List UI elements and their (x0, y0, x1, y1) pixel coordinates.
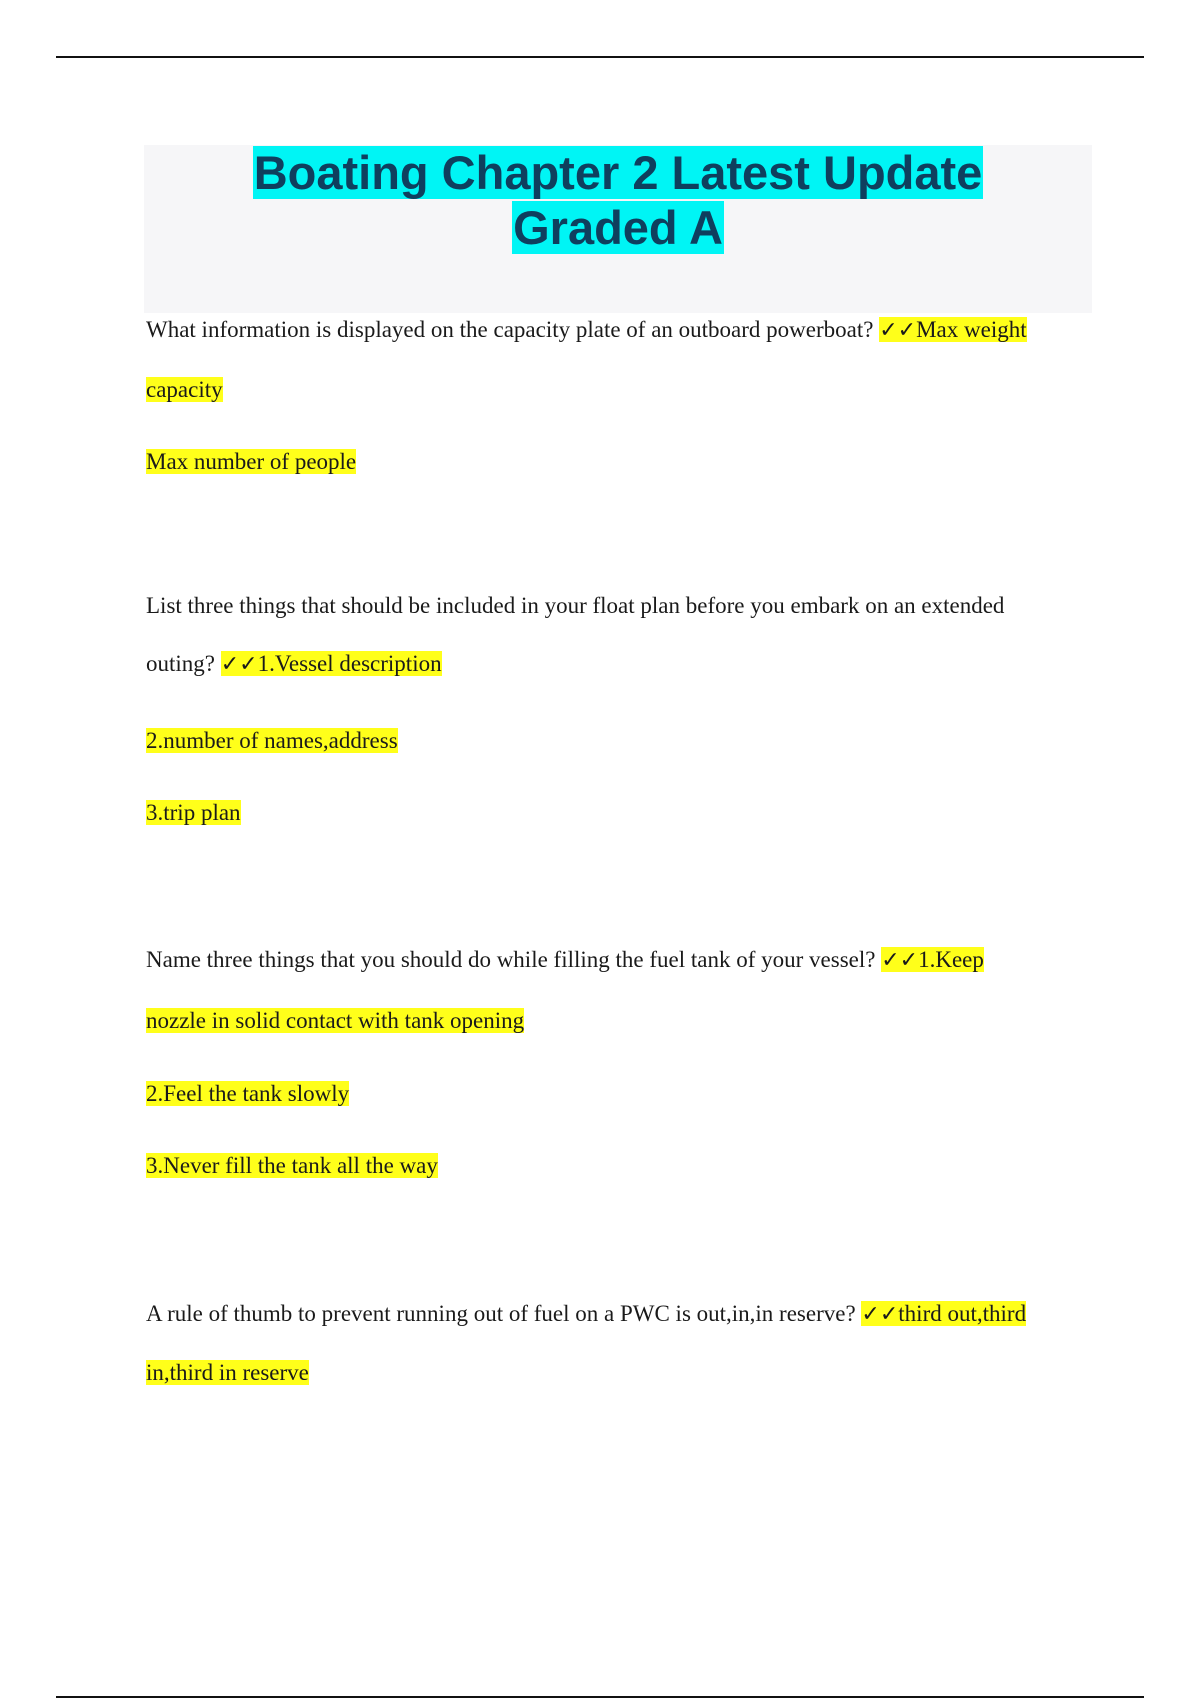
document-title (144, 145, 1092, 255)
qa-item-1-answer-line (146, 446, 356, 478)
question-text: outing? (146, 651, 215, 676)
answer-highlight (879, 317, 1026, 342)
question-text: What information is displayed on the capacity plate of an outboard powerboat? (146, 317, 874, 342)
answer-text: in,third in reserve (146, 1360, 309, 1385)
answer-text: 1.Keep (918, 947, 984, 972)
answer-text: 2.number of names,address (146, 728, 398, 753)
qa-item-2-question-line (146, 648, 442, 681)
answer-text: 2.Feel the tank slowly (146, 1081, 350, 1106)
double-check-icon: ✓✓ (220, 652, 258, 677)
answer-text: Max number of people (146, 449, 357, 474)
qa-item-3-answer-line (146, 1078, 349, 1110)
qa-item-3-answer-line (146, 1150, 438, 1182)
bottom-rule (56, 1696, 1144, 1698)
question-text: A rule of thumb to prevent running out of fuel on a PWC is out,in,in reserve? (146, 1301, 856, 1326)
qa-item-3-answer-line (146, 1005, 524, 1037)
qa-item-3-question-line (146, 944, 984, 977)
qa-item-1-question-line (146, 314, 1027, 347)
answer-text: 1.Vessel description (257, 651, 442, 676)
answer-text: 3.Never fill the tank all the way (146, 1153, 438, 1178)
question-text: List three things that should be included in your float plan before you embark on an extended (146, 593, 1005, 618)
double-check-icon: ✓✓ (861, 1302, 899, 1327)
qa-item-1-answer-line (146, 374, 223, 406)
qa-item-4-question-line (146, 1298, 1026, 1331)
top-rule (56, 56, 1144, 58)
qa-item-2-question-line (146, 590, 1004, 622)
qa-item-4-answer-line (146, 1357, 309, 1389)
answer-text: third out,third (898, 1301, 1027, 1326)
qa-item-2-answer-line (146, 797, 241, 829)
answer-text: Max weight (916, 317, 1027, 342)
question-text: Name three things that you should do while filling the fuel tank of your vessel? (146, 947, 876, 972)
title-line-1: Boating Chapter 2 Latest Update (253, 146, 983, 199)
answer-highlight (861, 1301, 1026, 1326)
answer-text: 3.trip plan (146, 800, 241, 825)
qa-item-2-answer-line (146, 725, 398, 757)
answer-highlight (881, 947, 984, 972)
title-line-2: Graded A (513, 201, 723, 254)
answer-text: capacity (146, 377, 223, 402)
answer-highlight (221, 651, 442, 676)
answer-text: nozzle in solid contact with tank opening (146, 1008, 525, 1033)
double-check-icon: ✓✓ (881, 948, 919, 973)
double-check-icon: ✓✓ (879, 318, 917, 343)
title-banner (144, 145, 1092, 313)
